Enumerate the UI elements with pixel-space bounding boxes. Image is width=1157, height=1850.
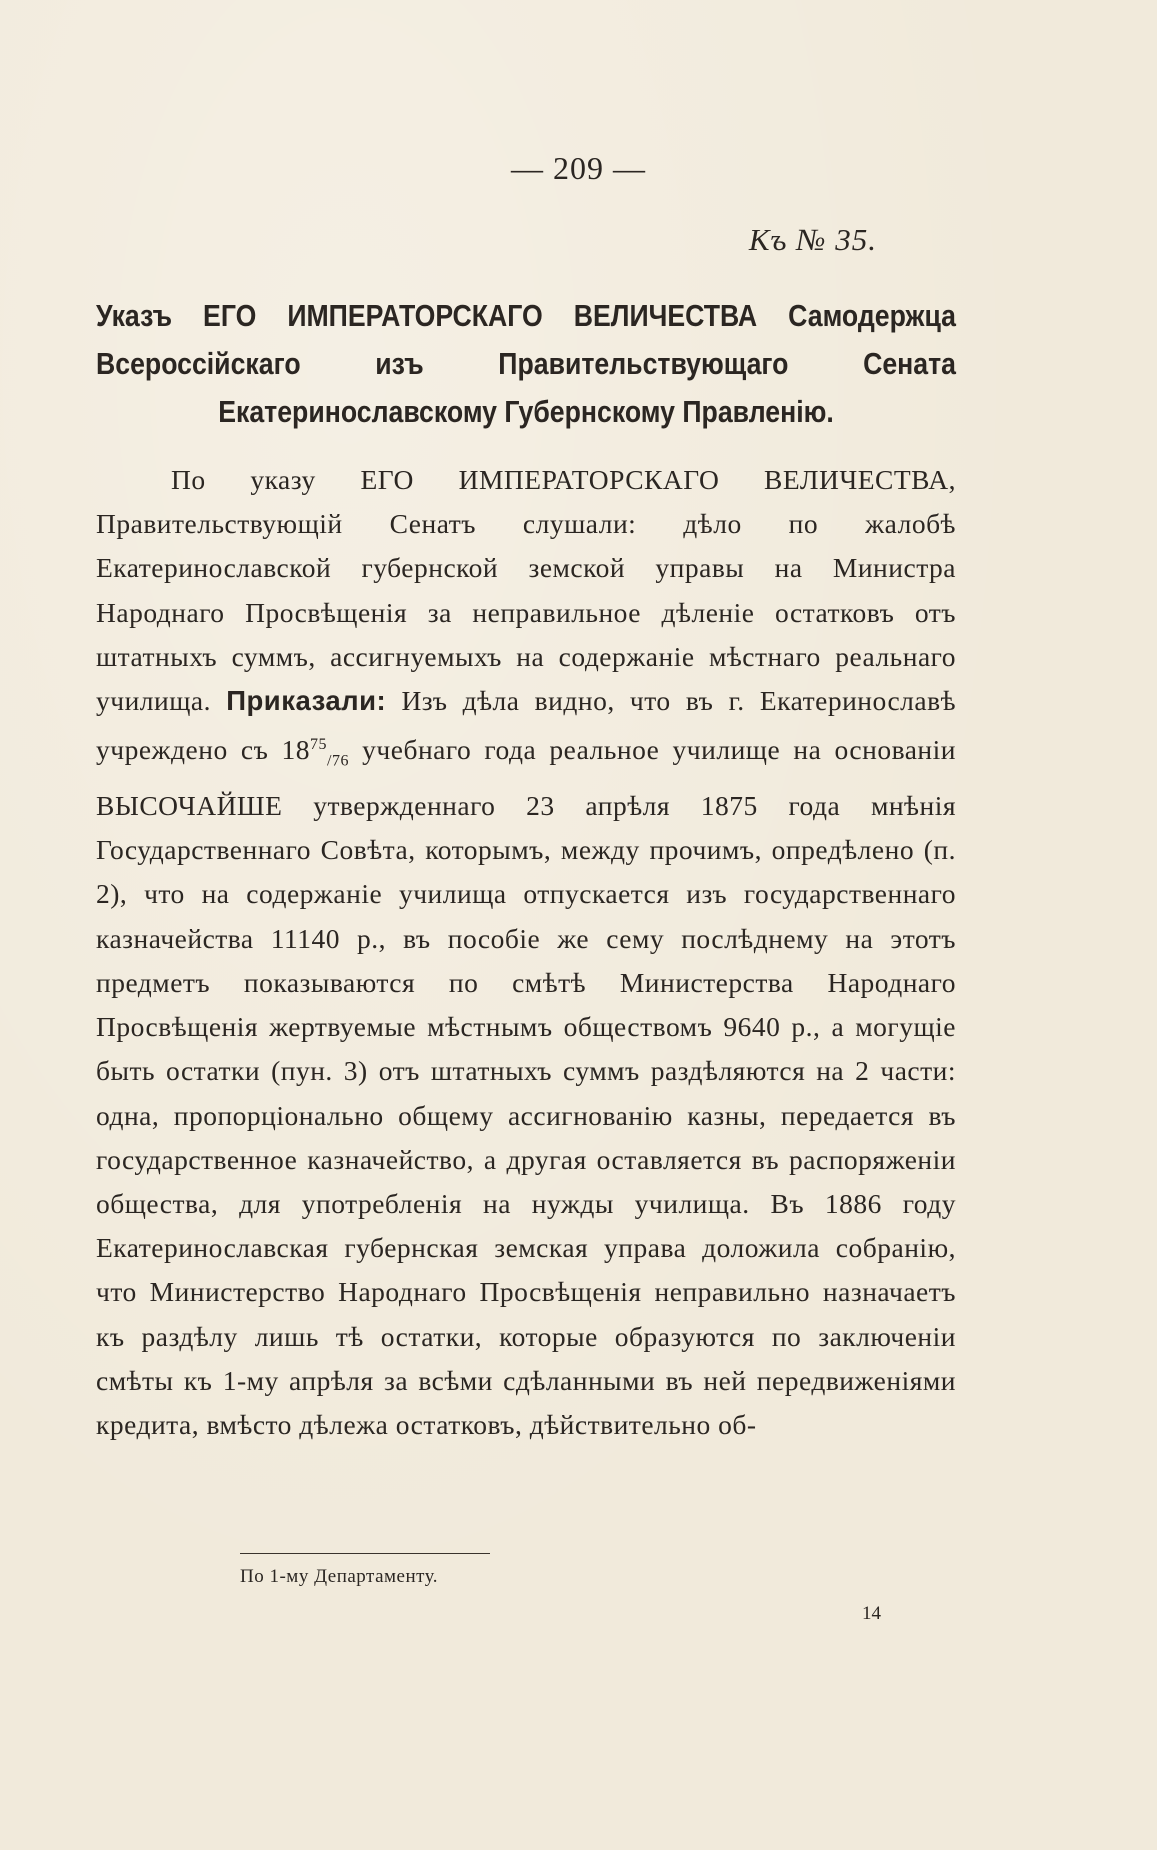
fraction-denominator: /76 bbox=[327, 752, 349, 770]
document-title bbox=[96, 292, 956, 436]
fraction-numerator: 75 bbox=[310, 736, 328, 754]
footnote: По 1-му Департаменту. bbox=[240, 1566, 439, 1587]
footnote-divider bbox=[240, 1553, 490, 1554]
body-text bbox=[96, 458, 956, 1447]
body-part-1: По указу ЕГО ИМПЕРАТОРСКАГО ВЕЛИЧЕСТВА, Правительствующій Сенатъ слушали: дѣло по жалобѣ Екатеринославской губернской земской управы на Министра Народнаго Просвѣщенія за неправильное дѣленіе остатковъ отъ штатныхъ суммъ, ассигнуемыхъ на содержаніе мѣстнаго реальнаго училища. bbox=[96, 464, 956, 717]
document-reference: Къ № 35. bbox=[748, 222, 877, 257]
document-title-text: Указъ ЕГО ИМПЕРАТОРСКАГО ВЕЛИЧЕСТВА Самодержца Всероссійскаго изъ Правительствующаго Сената Екатеринославскому Губернскому Правленію. bbox=[96, 298, 956, 429]
ordered-heading: Приказали: bbox=[226, 685, 387, 717]
page-number: — 209 — bbox=[511, 150, 646, 186]
body-part-2: Изъ дѣла видно, что въ г. Екатеринославѣ учреждено съ 18 bbox=[96, 685, 957, 766]
signature-mark: 14 bbox=[862, 1603, 881, 1624]
body-paragraph bbox=[96, 458, 956, 1447]
body-part-3: учебнаго года реальное училище на основаніи ВЫСОЧАЙШЕ утвержденнаго 23 апрѣля 1875 года мнѣнія Государственнаго Совѣта, которымъ, между прочимъ, опредѣлено (п. 2), что на содержаніе училища отпускается изъ государственнаго казначейства 11140 р., въ пособіе же сему послѣднему на этотъ предметъ показываются по смѣтѣ Министерства Народнаго Просвѣщенія жертвуемые мѣстнымъ обществомъ 9640 р., а могущіе быть остатки (пун. 3) отъ штатныхъ суммъ раздѣляются на 2 части: одна, пропорціонально общему ассигнованію казны, передается въ государственное казначейство, а другая оставляется въ распоряженіи общества, для употребленія на нужды училища. Въ 1886 году Екатеринославская губернская земская управа доложила собранію, что Министерство Народнаго Просвѣщенія неправильно назначаетъ къ раздѣлу лишь тѣ остатки, которые образуются по заключеніи смѣты къ 1-му апрѣля за всѣми сдѣланными въ ней передвиженіями кредита, вмѣсто дѣлежа остатковъ, дѣйствительно об- bbox=[96, 734, 956, 1440]
